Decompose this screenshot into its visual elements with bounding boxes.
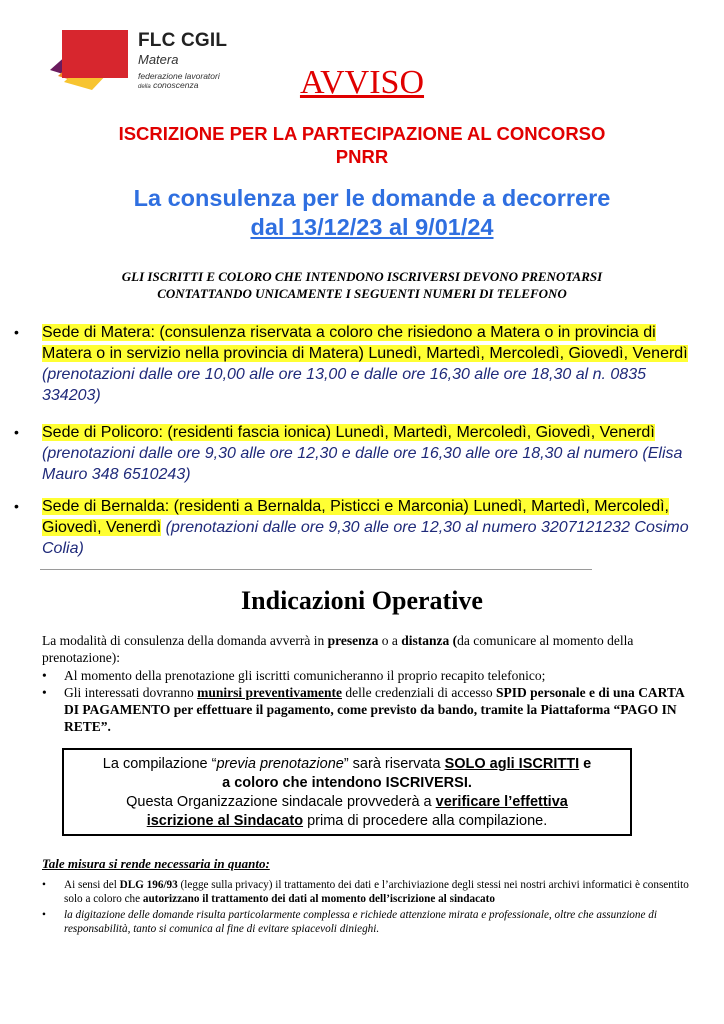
logo-city: Matera bbox=[138, 52, 179, 67]
bullet-icon: • bbox=[42, 909, 46, 921]
bullet-icon: • bbox=[14, 424, 19, 440]
note-item: • Ai sensi del DLG 196/93 (legge sulla privacy) il trattamento dei dati e l’archiviazione degli stessi nei nostri archivi informatici è consentito solo a coloro che autorizzano il trattamento dei dati al momento dell’iscrizione al sindacato bbox=[42, 879, 689, 905]
section-title: Indicazioni Operative bbox=[241, 586, 483, 615]
bullet-icon: • bbox=[42, 685, 47, 700]
misura-heading: Tale misura si rende necessaria in quanto: bbox=[42, 856, 270, 871]
sede-bernalda: • Sede di Bernalda: (residenti a Bernalda, Pisticci e Marconia) Lunedì, Martedì, Mercoledì, Giovedì, Venerdì (prenotazioni dalle ore 9,30 alle ore 12,30 al numero 3207121232 Cosimo Colia) bbox=[14, 498, 689, 557]
bullet-icon: • bbox=[14, 324, 19, 340]
logo-tagline-2: della conoscenza bbox=[138, 80, 199, 90]
bullet-icon: • bbox=[14, 498, 19, 514]
subtitle: ISCRIZIONE PER LA PARTECIPAZIONE AL CONCORSO PNRR bbox=[118, 123, 606, 167]
list-item: • Al momento della prenotazione gli iscritti comunicheranno il proprio recapito telefonico; bbox=[42, 668, 546, 683]
booking-notice: GLI ISCRITTI E COLORO CHE INTENDONO ISCRIVERSI DEVONO PRENOTARSI CONTATTANDO UNICAMENTE I SEGUENTI NUMERI DI TELEFONO bbox=[121, 269, 603, 301]
bullet-icon: • bbox=[42, 879, 46, 891]
sede-policoro: • Sede di Policoro: (residenti fascia ionica) Lunedì, Martedì, Mercoledì, Giovedì, Venerdì (prenotazioni dalle ore 9,30 alle ore 12,30 e dalle ore 16,30 alle ore 18,30 al numero (Elisa Mauro 348 6510243) bbox=[14, 424, 683, 483]
list-item: • Gli interessati dovranno munirsi preventivamente delle credenziali di accesso SPID personale e di una CARTA DI PAGAMENTO per effettuare il pagamento, come previsto da bando, tramite la Piattaforma “PAGO IN RETE”. bbox=[42, 685, 684, 734]
bullet-icon: • bbox=[42, 668, 47, 683]
logo-tagline: federazione lavoratori bbox=[138, 71, 220, 81]
logo-name: FLC CGIL bbox=[138, 30, 228, 51]
intro-paragraph: La modalità di consulenza della domanda avverrà in presenza o a distanza (da comunicare al momento della prenotazione): bbox=[42, 633, 634, 665]
page-title: AVVISO bbox=[299, 64, 425, 101]
notice-box: La compilazione “previa prenotazione” sarà riservata SOLO agli ISCRITTI e a coloro che intendono ISCRIVERSI. Questa Organizzazione sindacale provvederà a verificare l’effettiva iscrizione al Sindacato prima di procedere alla compilazione. bbox=[62, 748, 632, 836]
sede-matera: • Sede di Matera: (consulenza riservata a coloro che risiedono a Matera o in provincia di Matera o in servizio nella provincia di Matera) Lunedì, Martedì, Mercoledì, Giovedì, Venerdì (prenotazioni dalle ore 10,00 alle ore 13,00 e dalle ore 16,30 alle ore 18,30 al n. 0835 334203) bbox=[14, 324, 688, 404]
note-item: • la digitazione delle domande risulta particolarmente complessa e richiede attenzione mirata e professionale, oltre che assunzione di responsabilità, tanto si comunica al fine di evitare spiacevoli dinieghi. bbox=[42, 909, 657, 935]
divider bbox=[40, 569, 592, 570]
consulenza-period: La consulenza per le domande a decorrere dal 13/12/23 al 9/01/24 bbox=[133, 185, 611, 240]
